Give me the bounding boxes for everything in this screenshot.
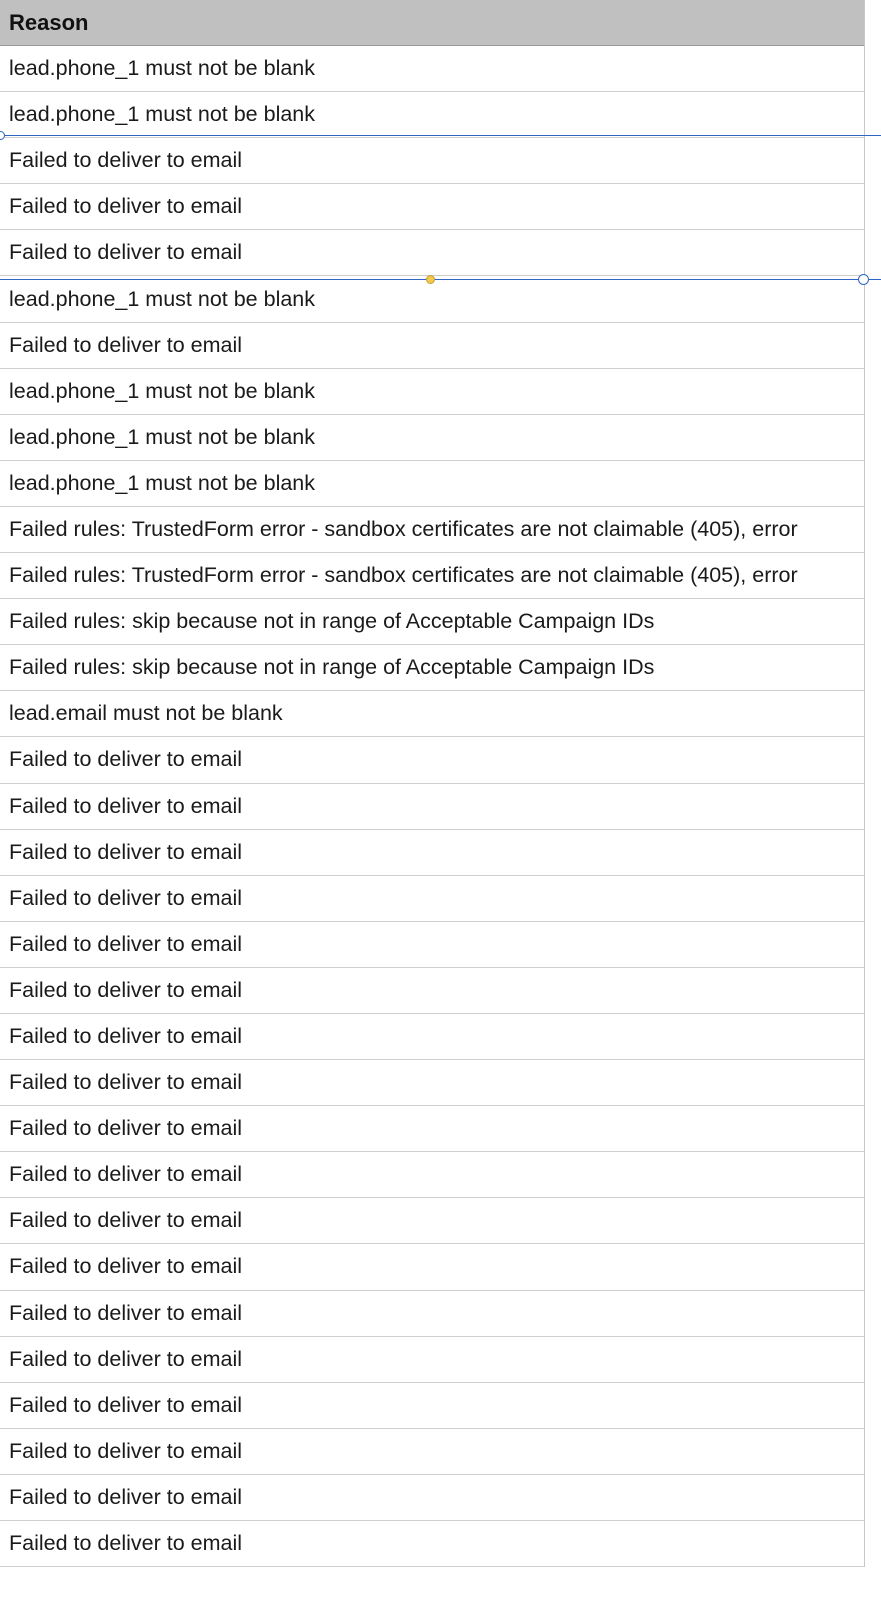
- table-row[interactable]: lead.phone_1 must not be blank: [0, 276, 864, 322]
- table-row[interactable]: Failed to deliver to email: [0, 323, 864, 369]
- table-row[interactable]: Failed rules: TrustedForm error - sandbox certificates are not claimable (405), error: [0, 507, 864, 553]
- table-row[interactable]: Failed to deliver to email: [0, 830, 864, 876]
- table-row[interactable]: Failed to deliver to email: [0, 876, 864, 922]
- table-row[interactable]: Failed to deliver to email: [0, 1521, 864, 1567]
- table-row[interactable]: Failed to deliver to email: [0, 1152, 864, 1198]
- table-row[interactable]: Failed to deliver to email: [0, 1106, 864, 1152]
- selection-bottom-border: [0, 279, 881, 280]
- table-row[interactable]: lead.email must not be blank: [0, 691, 864, 737]
- table-row[interactable]: Failed rules: skip because not in range of Acceptable Campaign IDs: [0, 599, 864, 645]
- table-row[interactable]: Failed to deliver to email: [0, 737, 864, 783]
- table-row[interactable]: Failed to deliver to email: [0, 230, 864, 276]
- table-row[interactable]: Failed to deliver to email: [0, 1060, 864, 1106]
- table-row[interactable]: Failed to deliver to email: [0, 1244, 864, 1290]
- selection-top-border: [0, 135, 881, 136]
- table-row[interactable]: Failed rules: TrustedForm error - sandbox certificates are not claimable (405), error: [0, 553, 864, 599]
- table-row[interactable]: Failed to deliver to email: [0, 1475, 864, 1521]
- table-row[interactable]: Failed to deliver to email: [0, 1383, 864, 1429]
- table-row[interactable]: Failed to deliver to email: [0, 1337, 864, 1383]
- table-row[interactable]: lead.phone_1 must not be blank: [0, 46, 864, 92]
- table-row[interactable]: lead.phone_1 must not be blank: [0, 92, 864, 138]
- table-row[interactable]: Failed to deliver to email: [0, 922, 864, 968]
- column-header-reason[interactable]: Reason: [0, 0, 864, 46]
- row-resize-handle[interactable]: [426, 275, 435, 284]
- table-row[interactable]: lead.phone_1 must not be blank: [0, 369, 864, 415]
- selection-end-handle[interactable]: [858, 274, 869, 285]
- table-row[interactable]: Failed to deliver to email: [0, 138, 864, 184]
- table-row[interactable]: Failed to deliver to email: [0, 1429, 864, 1475]
- table-row[interactable]: Failed to deliver to email: [0, 1014, 864, 1060]
- table-row[interactable]: Failed to deliver to email: [0, 784, 864, 830]
- table-row[interactable]: Failed to deliver to email: [0, 184, 864, 230]
- table-row[interactable]: lead.phone_1 must not be blank: [0, 415, 864, 461]
- table-row[interactable]: Failed to deliver to email: [0, 1291, 864, 1337]
- table-row[interactable]: Failed to deliver to email: [0, 968, 864, 1014]
- table-row[interactable]: Failed rules: skip because not in range of Acceptable Campaign IDs: [0, 645, 864, 691]
- table-row[interactable]: lead.phone_1 must not be blank: [0, 461, 864, 507]
- table-row[interactable]: Failed to deliver to email: [0, 1198, 864, 1244]
